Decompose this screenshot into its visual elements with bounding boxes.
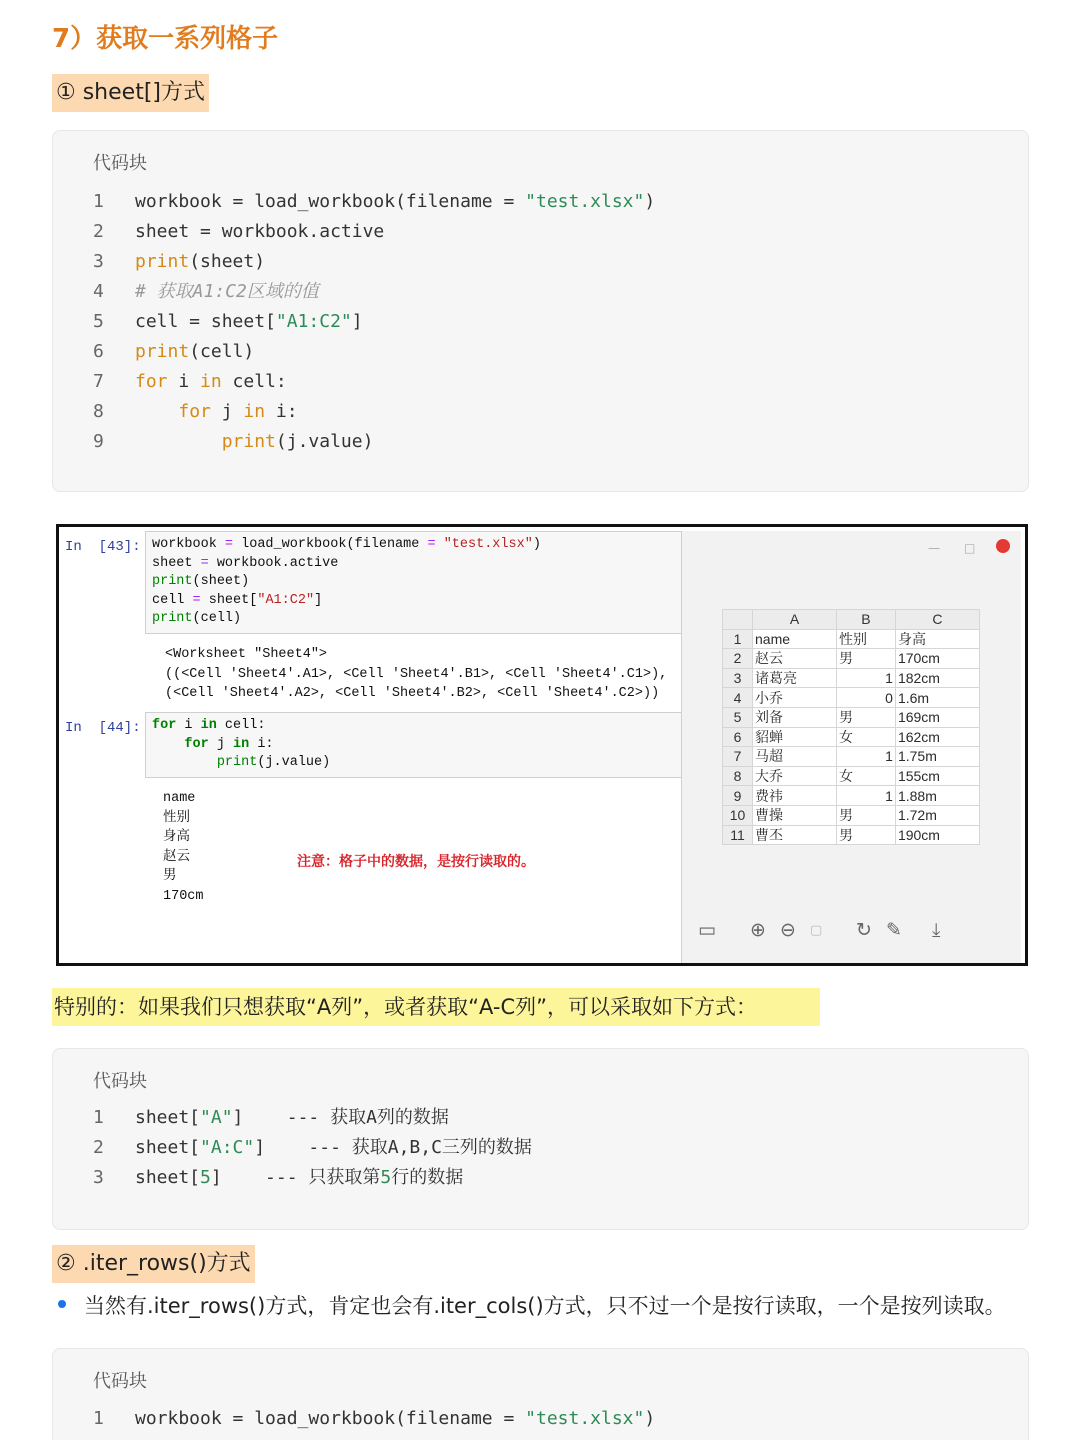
table-cell: 女: [836, 766, 895, 786]
code-line: [53, 397, 1028, 427]
code-line: [53, 277, 1028, 307]
table-cell: 男: [836, 825, 895, 845]
code-lines: [53, 187, 1028, 457]
row-number: 1: [723, 629, 753, 649]
table-row: [723, 629, 980, 649]
table-row: [723, 668, 980, 688]
code-text: for i in cell:: [135, 371, 287, 392]
table-cell: name: [753, 629, 837, 649]
table-cell: 大乔: [753, 766, 837, 786]
code-line: [53, 187, 1028, 217]
table-cell: 小乔: [753, 688, 837, 708]
code-text: for j in i:: [178, 401, 298, 422]
column-header: C: [895, 610, 979, 630]
table-cell: 刘备: [753, 707, 837, 727]
notebook-code-line: workbook = load_workbook(filename = "test.xlsx"): [152, 537, 541, 552]
row-number: 8: [723, 766, 753, 786]
line-number: 1: [93, 191, 104, 212]
code-lines: [53, 1404, 1028, 1434]
notebook-code-line: for i in cell:: [152, 718, 266, 733]
bullet-item: [58, 1290, 1006, 1320]
table-row: [723, 688, 980, 708]
table-cell: 170cm: [895, 649, 979, 669]
table-cell: 貂蝉: [753, 727, 837, 747]
table-cell: 性别: [836, 629, 895, 649]
code-line: [53, 367, 1028, 397]
bullet-text: 当然有.iter_rows()方式，肯定也会有.iter_cols()方式，只不过一个是按行读取，一个是按列读取。: [84, 1294, 1006, 1318]
table-cell: 1.75m: [895, 747, 979, 767]
table-row: [723, 747, 980, 767]
cell-prompt-44: In [44]:: [65, 720, 141, 736]
code-text: print(cell): [135, 341, 255, 362]
table-cell: 男: [836, 649, 895, 669]
code-line: [53, 1133, 1028, 1163]
code-text: cell = sheet["A1:C2"]: [135, 311, 363, 332]
special-note: 特别的：如果我们只想获取“A列”，或者获取“A-C列”，可以采取如下方式：: [52, 988, 820, 1026]
spreadsheet-table: [722, 609, 980, 845]
table-row: [723, 825, 980, 845]
code-line: [53, 247, 1028, 277]
table-cell: 1: [836, 668, 895, 688]
table-cell: 赵云: [753, 649, 837, 669]
table-cell: 身高: [895, 629, 979, 649]
table-row: [723, 727, 980, 747]
red-note: 注意：格子中的数据，是按行读取的。: [297, 855, 535, 870]
row-number: 11: [723, 825, 753, 845]
table-row: [723, 786, 980, 806]
code-line: [53, 337, 1028, 367]
line-number: 3: [93, 1167, 104, 1188]
line-number: 2: [93, 221, 104, 242]
table-row: [723, 805, 980, 825]
code-block-1: [52, 130, 1029, 492]
minimize-icon[interactable]: —: [928, 541, 940, 555]
notebook-output-2: name 性别 身高 赵云 男 170cm: [163, 791, 204, 904]
table-cell: 男: [836, 707, 895, 727]
code-text: # 获取A1:C2区域的值: [135, 281, 319, 302]
notebook-code-line: print(j.value): [216, 755, 331, 770]
row-number: 6: [723, 727, 753, 747]
code-line: [53, 1404, 1028, 1434]
download-icon[interactable]: ⤓: [932, 919, 941, 941]
subsection-title-iter-rows: ② .iter_rows()方式: [52, 1245, 255, 1283]
maximize-icon[interactable]: □: [964, 541, 976, 555]
table-cell: 1: [836, 786, 895, 806]
viewer-toolbar: [682, 919, 1022, 949]
table-cell: 马超: [753, 747, 837, 767]
actual-size-icon[interactable]: ▢: [810, 923, 823, 938]
line-number: 8: [93, 401, 104, 422]
image-viewer-panel: [681, 531, 1021, 963]
line-number: 6: [93, 341, 104, 362]
notebook-panel: [59, 527, 681, 963]
notebook-input-cell-2[interactable]: [145, 712, 681, 778]
code-lines: [53, 1103, 1028, 1193]
notebook-input-cell-1[interactable]: [145, 531, 681, 634]
notebook-code-line: sheet = workbook.active: [152, 555, 339, 571]
line-number: 4: [93, 281, 104, 302]
edit-pencil-icon[interactable]: ✎: [886, 919, 902, 941]
notebook-code-line: for j in i:: [184, 736, 274, 752]
table-cell: 1: [836, 747, 895, 767]
row-number: 9: [723, 786, 753, 806]
sheet-corner: [723, 610, 753, 630]
table-cell: 1.88m: [895, 786, 979, 806]
row-number: 10: [723, 805, 753, 825]
code-text: print(j.value): [221, 431, 374, 452]
table-cell: 182cm: [895, 668, 979, 688]
code-block-3: [52, 1348, 1029, 1440]
table-cell: 162cm: [895, 727, 979, 747]
bullet-dot-icon: [58, 1300, 66, 1308]
rotate-icon[interactable]: ↻: [856, 919, 872, 941]
code-block-label: 代码块: [93, 1371, 147, 1392]
code-text: sheet["A:C"] --- 获取A,B,C三列的数据: [135, 1137, 532, 1158]
subsection-title-sheet: ① sheet[]方式: [52, 74, 209, 112]
table-cell: 1.6m: [895, 688, 979, 708]
line-number: 1: [93, 1107, 104, 1128]
code-line: [53, 427, 1028, 457]
code-line: [53, 1103, 1028, 1133]
jupyter-screenshot: [56, 524, 1028, 966]
notebook-output-1: <Worksheet "Sheet4"> ((<Cell 'Sheet4'.A1>, <Cell 'Sheet4'.B1>, <Cell 'Sheet4'.C1>), (<Cell 'Sheet4'.A2>, <Cell 'Sheet4'.B2>, <Cell 'Sheet4'.C2>)): [165, 647, 668, 701]
code-text: sheet["A"] --- 获取A列的数据: [135, 1107, 449, 1128]
section-heading: 7）获取一系列格子: [52, 24, 279, 54]
code-text: workbook = load_workbook(filename = "test.xlsx"): [135, 1408, 656, 1429]
table-cell: 1.72m: [895, 805, 979, 825]
table-cell: 曹丕: [753, 825, 837, 845]
table-cell: 0: [836, 688, 895, 708]
code-block-2: [52, 1048, 1029, 1230]
line-number: 1: [93, 1408, 104, 1429]
table-cell: 190cm: [895, 825, 979, 845]
code-text: sheet[5] --- 只获取第5行的数据: [135, 1167, 464, 1188]
line-number: 3: [93, 251, 104, 272]
row-number: 2: [723, 649, 753, 669]
column-header: A: [753, 610, 837, 630]
row-number: 4: [723, 688, 753, 708]
cell-prompt-43: In [43]:: [65, 539, 141, 555]
line-number: 5: [93, 311, 104, 332]
table-cell: 男: [836, 805, 895, 825]
row-number: 5: [723, 707, 753, 727]
table-cell: 女: [836, 727, 895, 747]
code-block-label: 代码块: [93, 153, 147, 174]
table-cell: 费祎: [753, 786, 837, 806]
close-icon[interactable]: [996, 539, 1010, 553]
code-line: [53, 1163, 1028, 1193]
code-text: print(sheet): [135, 251, 266, 272]
line-number: 2: [93, 1137, 104, 1158]
table-row: [723, 649, 980, 669]
code-block-label: 代码块: [93, 1071, 147, 1092]
table-row: [723, 707, 980, 727]
zoom-out-icon[interactable]: ⊖: [780, 919, 796, 941]
notebook-code-line: cell = sheet["A1:C2"]: [152, 592, 323, 608]
table-cell: 169cm: [895, 707, 979, 727]
save-icon[interactable]: ▭: [698, 919, 716, 941]
table-cell: 诸葛亮: [753, 668, 837, 688]
row-number: 3: [723, 668, 753, 688]
code-line: [53, 217, 1028, 247]
code-text: sheet = workbook.active: [135, 221, 385, 242]
line-number: 7: [93, 371, 104, 392]
zoom-in-icon[interactable]: ⊕: [750, 919, 766, 941]
code-text: workbook = load_workbook(filename = "test.xlsx"): [135, 191, 656, 212]
line-number: 9: [93, 431, 104, 452]
column-header: B: [836, 610, 895, 630]
table-row: [723, 766, 980, 786]
code-line: [53, 307, 1028, 337]
row-number: 7: [723, 747, 753, 767]
table-cell: 155cm: [895, 766, 979, 786]
table-cell: 曹操: [753, 805, 837, 825]
notebook-code-line: print(sheet): [152, 574, 250, 589]
notebook-code-line: print(cell): [152, 611, 242, 626]
